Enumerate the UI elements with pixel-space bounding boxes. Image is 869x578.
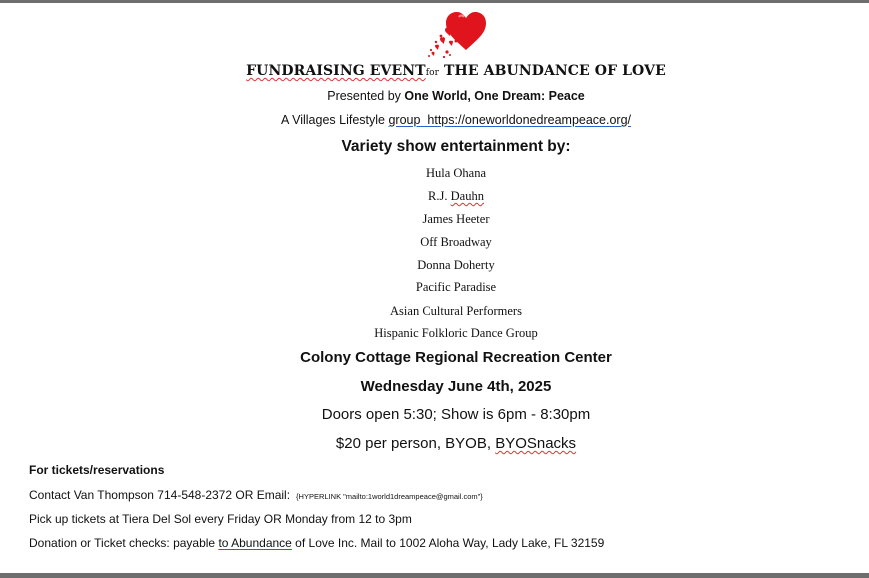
contact-text: Contact Van Thompson 714-548-2372 OR Email: xyxy=(29,488,291,502)
title-small-word: for xyxy=(425,68,440,78)
presenting-org: One World, One Dream: Peace xyxy=(404,89,585,103)
performer-item: Asian Cultural Performers xyxy=(390,304,522,318)
variety-heading: Variety show entertainment by: xyxy=(341,138,571,155)
performer-item: Donna Doherty xyxy=(417,258,495,272)
lifestyle-line xyxy=(0,113,869,127)
performer-item: Hispanic Folkloric Dance Group xyxy=(374,326,538,340)
event-date: Wednesday June 4th, 2025 xyxy=(360,378,552,395)
performer-item: Pacific Paradise xyxy=(415,280,497,294)
website-link[interactable]: https://oneworldonedreampeace.org/ xyxy=(427,113,632,127)
presented-by-line xyxy=(0,89,869,103)
performer-item: James Heeter xyxy=(422,212,490,226)
contact-line xyxy=(29,488,483,502)
title-part-1: FUNDRAISING EVENT xyxy=(246,63,426,79)
window-top-border xyxy=(0,0,869,3)
title-part-2: THE ABUNDANCE OF LOVE xyxy=(439,63,666,79)
pickup-line: Pick up tickets at Tiera Del Sol every Friday OR Monday from 12 to 3pm xyxy=(29,512,412,526)
byosnacks-word: BYOSnacks xyxy=(495,435,577,452)
performer-item: Hula Ohana xyxy=(425,166,487,180)
heart-icon xyxy=(426,6,486,58)
donation-line xyxy=(29,536,604,550)
email-hyperlink-field[interactable]: {HYPERLINK "mailto:1world1dreampeace@gmail.com"} xyxy=(296,492,483,501)
price-text: $20 per person, BYOB, xyxy=(335,435,496,452)
tickets-heading: For tickets/reservations xyxy=(29,463,165,477)
group-word: group xyxy=(388,113,421,127)
donation-suffix: of Love Inc. Mail to 1002 Aloha Way, Lady Lake, FL 32159 xyxy=(291,536,605,550)
venue-name: Colony Cottage Regional Recreation Center xyxy=(300,349,612,366)
performer-item: Off Broadway xyxy=(420,235,492,249)
window-bottom-border xyxy=(0,573,869,578)
performer-name: R.J. Dauhn xyxy=(428,189,484,203)
lifestyle-prefix: A Villages Lifestyle xyxy=(280,113,389,127)
event-times: Doors open 5:30; Show is 6pm - 8:30pm xyxy=(321,406,591,423)
performer-item xyxy=(0,189,869,204)
event-title xyxy=(0,63,869,79)
presented-prefix: Presented by xyxy=(327,89,405,103)
donation-payee-link[interactable]: to Abundance xyxy=(218,536,292,550)
price-line xyxy=(0,435,869,452)
donation-prefix: Donation or Ticket checks: payable xyxy=(29,536,219,550)
flagged-surname: Dauhn xyxy=(450,189,484,203)
